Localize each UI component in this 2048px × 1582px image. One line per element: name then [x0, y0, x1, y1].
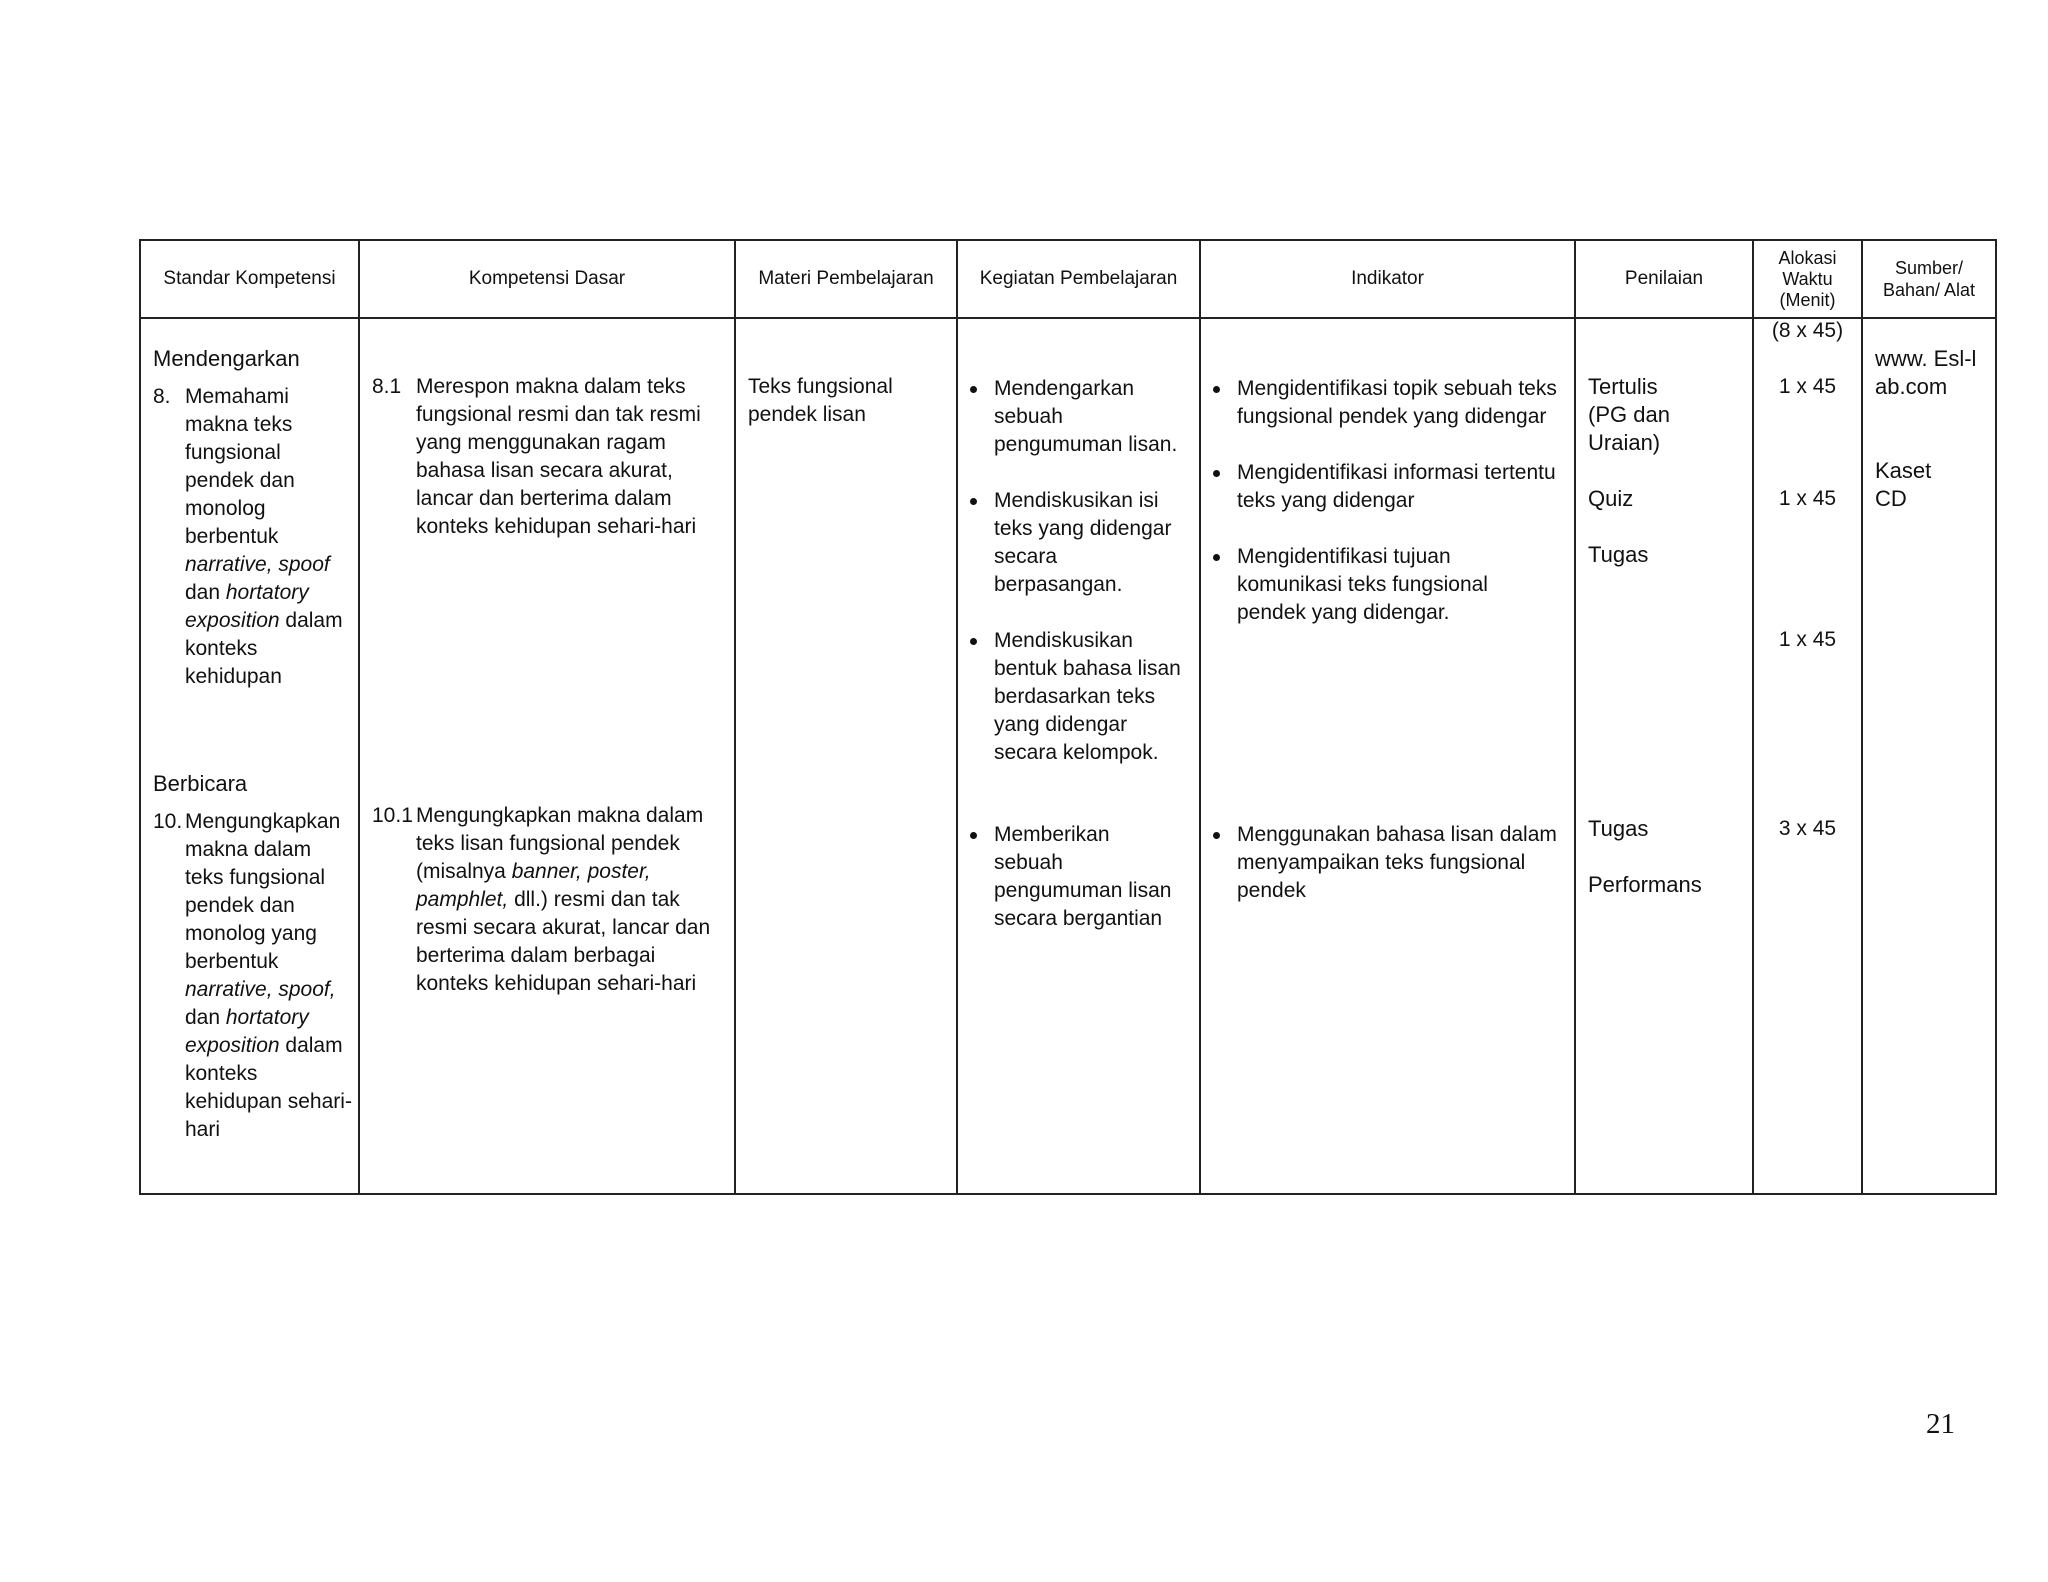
kd-item-10-1-text-a: Mengungkapkan makna dalam teks lisan fungsional pendek (misalnya [416, 804, 704, 883]
kegiatan-list-listening [962, 375, 1184, 767]
materi-text: Teks fungsional pendek lisan [748, 375, 893, 426]
standar-item-10-text-b: narrative, spoof, [185, 978, 336, 1001]
bullet-icon [970, 386, 977, 393]
header-alokasi-line-3: (Menit) [1779, 289, 1836, 310]
indikator-list-speaking [1205, 821, 1559, 905]
bullet-icon [1213, 832, 1220, 839]
standar-item-8-text-e: dalam konteks kehidupan [185, 609, 343, 688]
cell-indikator [1200, 318, 1575, 1194]
list-item [962, 821, 1184, 933]
cell-kompetensi-dasar [359, 318, 735, 1194]
header-sumber [1862, 240, 1996, 318]
penilaian-tugas-1: Tugas [1588, 542, 1649, 567]
bullet-icon [1213, 470, 1220, 477]
kd-item-10-1 [372, 802, 726, 998]
kegiatan-item-text: Memberikan sebuah pengumuman lisan secara bergantian [994, 823, 1172, 930]
standar-item-8-text-d: hortatory exposition [185, 581, 309, 632]
kd-item-10-1-text [416, 802, 726, 998]
standar-item-8 [153, 383, 353, 691]
penilaian-performans: Performans [1588, 872, 1702, 897]
sumber-kaset: Kaset [1875, 458, 1932, 483]
cell-penilaian [1575, 318, 1753, 1194]
kd-item-8-1-number: 8.1 [372, 375, 402, 398]
list-item [962, 487, 1184, 599]
standar-item-10-text-d: hortatory exposition [185, 1006, 309, 1057]
alokasi-item-1: 1 x 45 [1778, 375, 1837, 398]
kd-item-8-1-text: Merespon makna dalam teks fungsional resmi dan tak resmi yang menggunakan ragam bahasa lisan secara akurat, lancar dan berterima dalam konteks kehidupan sehari-hari [416, 375, 701, 538]
header-alokasi-line-2: Waktu [1782, 268, 1833, 289]
cell-kegiatan [957, 318, 1200, 1194]
sumber-web: www. Esl-lab.com [1875, 346, 1977, 399]
kegiatan-item-text: Mendengarkan sebuah pengumuman lisan. [994, 377, 1178, 456]
header-alokasi [1753, 240, 1862, 318]
kd-item-10-1-text-b: banner, poster, pamphlet, [416, 860, 651, 911]
syllabus-table [139, 239, 1997, 1195]
list-item [1205, 375, 1559, 431]
bullet-icon [1213, 554, 1220, 561]
header-kegiatan: Kegiatan Pembelajaran [957, 240, 1200, 318]
cell-materi [735, 318, 957, 1194]
bullet-icon [970, 638, 977, 645]
header-sumber-line-1: Sumber/ [1894, 258, 1964, 278]
list-item [1205, 821, 1559, 905]
cell-sumber [1862, 318, 1996, 1194]
alokasi-item-3: 1 x 45 [1778, 628, 1837, 651]
header-standar-kompetensi: Standar Kompetensi [140, 240, 359, 318]
indikator-item-text: Mengidentifikasi topik sebuah teks fungsional pendek yang didengar [1237, 377, 1557, 428]
bullet-icon [970, 832, 977, 839]
sumber-cd: CD [1875, 486, 1907, 511]
header-kompetensi-dasar: Kompetensi Dasar [359, 240, 735, 318]
kegiatan-item-text: Mendiskusikan isi teks yang didengar secara berpasangan. [994, 489, 1172, 596]
standar-item-10-number: 10. [153, 810, 183, 833]
penilaian-tertulis: Tertulis [1588, 374, 1658, 399]
header-sumber-line-2: Bahan/ Alat [1882, 280, 1976, 300]
list-item [1205, 543, 1559, 627]
header-indikator: Indikator [1200, 240, 1575, 318]
kegiatan-list-speaking [962, 821, 1184, 933]
header-alokasi-line-1: Alokasi [1778, 247, 1837, 268]
kd-item-8-1 [372, 373, 722, 541]
standar-item-10-text [185, 808, 353, 1144]
cell-alokasi [1753, 318, 1862, 1194]
alokasi-total: (8 x 45) [1771, 319, 1844, 342]
alokasi-item-4: 3 x 45 [1778, 817, 1837, 840]
indikator-item-text: Menggunakan bahasa lisan dalam menyampaikan teks fungsional pendek [1237, 823, 1557, 902]
standar-item-8-text [185, 383, 353, 691]
header-penilaian: Penilaian [1575, 240, 1753, 318]
standar-item-8-text-c: dan [185, 581, 226, 604]
standar-item-8-text-a: Memahami makna teks fungsional pendek dan monolog berbentuk [185, 385, 295, 548]
standar-item-10 [153, 808, 353, 1144]
section-title-speaking: Berbicara [153, 771, 248, 796]
kd-item-10-1-text-c: dll.) resmi dan tak resmi secara akurat, lancar dan berterima dalam berbagai konteks kehidupan sehari-hari [416, 888, 711, 995]
indikator-list-listening [1205, 375, 1559, 627]
page-number: 21 [1926, 1408, 1955, 1440]
penilaian-quiz: Quiz [1588, 486, 1634, 511]
alokasi-item-2: 1 x 45 [1778, 487, 1837, 510]
standar-item-8-number: 8. [153, 385, 171, 408]
indikator-item-text: Mengidentifikasi tujuan komunikasi teks fungsional pendek yang didengar. [1237, 545, 1488, 624]
indikator-item-text: Mengidentifikasi informasi tertentu teks yang didengar [1237, 461, 1556, 512]
standar-item-8-text-b: narrative, spoof [185, 553, 330, 576]
cell-standar-kompetensi [140, 318, 359, 1194]
kegiatan-item-text: Mendiskusikan bentuk bahasa lisan berdasarkan teks yang didengar secara kelompok. [994, 629, 1181, 764]
table-row [140, 318, 1996, 1194]
table-header-row [140, 240, 1996, 318]
standar-item-10-text-a: Mengungkapkan makna dalam teks fungsional pendek dan monolog yang berbentuk [185, 810, 341, 973]
bullet-icon [1213, 386, 1220, 393]
section-title-listening: Mendengarkan [153, 346, 300, 371]
list-item [1205, 459, 1559, 515]
list-item [962, 375, 1184, 459]
header-materi: Materi Pembelajaran [735, 240, 957, 318]
list-item [962, 627, 1184, 767]
penilaian-tugas-2: Tugas [1588, 816, 1649, 841]
penilaian-tertulis-detail: (PG dan Uraian) [1588, 402, 1670, 455]
kd-item-10-1-number: 10.1 [372, 804, 413, 827]
bullet-icon [970, 498, 977, 505]
standar-item-10-text-c: dan [185, 1006, 226, 1029]
standar-item-10-text-e: dalam konteks kehidupan sehari-hari [185, 1034, 352, 1141]
